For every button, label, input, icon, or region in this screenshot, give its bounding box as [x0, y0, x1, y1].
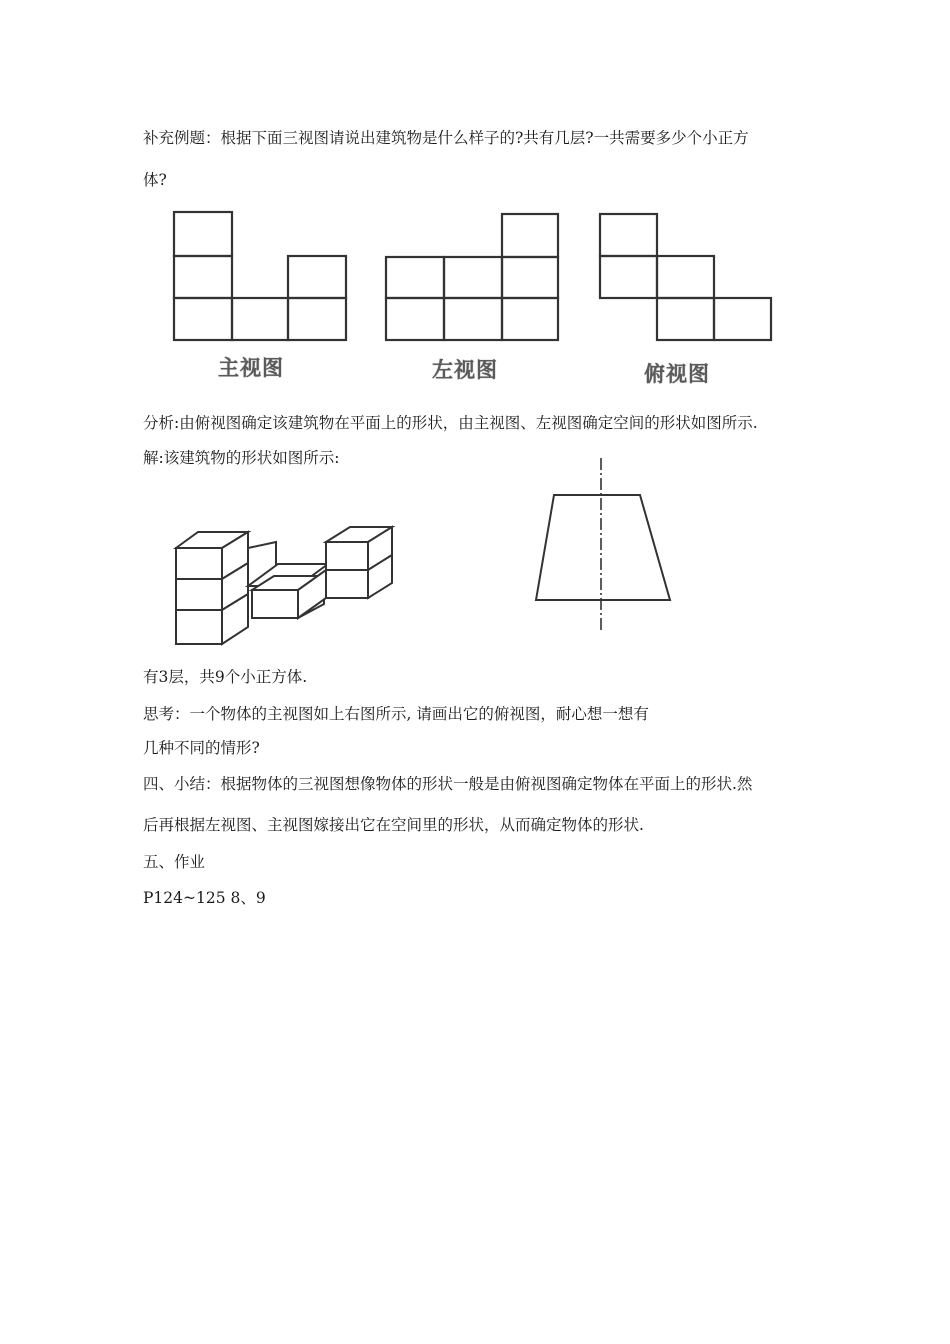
analysis-text: 分析:由俯视图确定该建筑物在平面上的形状，由主视图、左视图确定空间的形状如图所示. — [143, 414, 758, 432]
trapezoid-figure — [532, 456, 677, 636]
top-view-figure — [596, 210, 776, 345]
example-prompt-line1: 补充例题：根据下面三视图请说出建筑物是什么样子的?共有几层?一共需要多少个小正方 — [143, 129, 749, 147]
trapezoid-drawing — [532, 456, 677, 636]
left-view-figure — [382, 210, 562, 345]
top-view-label: 俯视图 — [644, 362, 710, 386]
left-view-label: 左视图 — [432, 358, 498, 382]
summary-line2: 后再根据左视图、主视图嫁接出它在空间里的形状，从而确定物体的形状. — [143, 816, 644, 834]
example-prompt-line2: 体? — [143, 171, 167, 189]
top-view-grid — [596, 210, 776, 345]
answer-text: 有3层，共9个小正方体. — [143, 668, 308, 686]
thinking-line1: 思考：一个物体的主视图如上右图所示, 请画出它的俯视图，耐心想一想有 — [143, 705, 649, 723]
homework-heading: 五、作业 — [143, 853, 206, 871]
front-view-figure — [170, 208, 350, 343]
solution-text: 解:该建筑物的形状如图所示: — [143, 449, 340, 467]
front-view-grid — [170, 208, 350, 343]
front-view-label: 主视图 — [218, 356, 284, 380]
homework-pages: P124~125 8、9 — [143, 889, 266, 907]
summary-line1: 四、小结：根据物体的三视图想像物体的形状一般是由俯视图确定物体在平面上的形状.然 — [143, 775, 753, 793]
cube-structure-figure — [168, 520, 403, 650]
left-view-grid — [382, 210, 562, 345]
cube-structure-drawing — [168, 520, 403, 650]
thinking-line2: 几种不同的情形? — [143, 739, 260, 757]
